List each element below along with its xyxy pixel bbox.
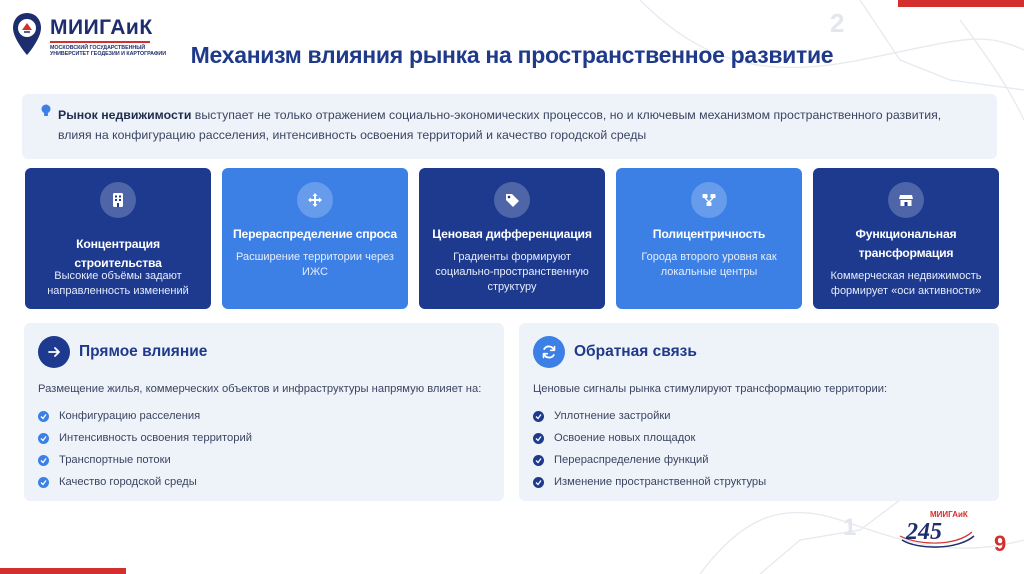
feedback-list <box>533 405 766 493</box>
building-icon <box>110 192 126 208</box>
store-icon-wrap <box>888 182 924 218</box>
panel-title: Прямое влияние <box>79 343 208 360</box>
check-icon <box>38 411 49 422</box>
list-item-label: Уплотнение застройки <box>554 410 671 422</box>
panel-title: Обратная связь <box>574 343 697 360</box>
logo-subtitle-line2: УНИВЕРСИТЕТ ГЕОДЕЗИИ И КАРТОГРАФИИ <box>50 51 167 57</box>
card-title: Полицентричность <box>652 227 766 241</box>
list-item-label: Транспортные потоки <box>59 454 171 466</box>
network-icon <box>701 192 717 208</box>
check-icon <box>533 433 544 444</box>
card-construction-concentration[interactable] <box>25 168 211 309</box>
list-item <box>38 449 252 471</box>
card-price-differentiation[interactable] <box>419 168 605 309</box>
check-icon <box>38 433 49 444</box>
list-item <box>38 427 252 449</box>
bottom-accent-bar <box>0 568 126 574</box>
move-arrows-icon <box>307 192 323 208</box>
refresh-icon <box>541 344 557 360</box>
list-item-label: Интенсивность освоения территорий <box>59 432 252 444</box>
direct-influence-panel <box>24 323 504 501</box>
list-item <box>533 427 766 449</box>
card-description: Высокие объёмы задают направленность изменений <box>47 270 189 297</box>
intro-text-rest: выступает не только отражением социально-экономических процессов, но и ключевым механизмом пространственного развития, <box>191 108 942 122</box>
card-description: Коммерческая недвижимость формирует «оси активности» <box>830 270 982 297</box>
anniversary-logo-text: МИИГАиК <box>930 510 968 519</box>
list-item-label: Освоение новых площадок <box>554 432 696 444</box>
intro-box <box>22 94 997 159</box>
list-item <box>533 471 766 493</box>
card-title: Концентрация строительства <box>74 237 162 270</box>
price-tag-icon-wrap <box>494 182 530 218</box>
arrow-right-icon-wrap <box>38 336 70 368</box>
list-item-label: Конфигурацию расселения <box>59 410 201 422</box>
list-item <box>533 449 766 471</box>
building-icon-wrap <box>100 182 136 218</box>
card-polycentricity[interactable] <box>616 168 802 309</box>
logo-name: МИИГАиК <box>50 16 153 39</box>
mechanism-cards <box>25 168 999 309</box>
list-item-label: Изменение пространственной структуры <box>554 476 767 488</box>
lightbulb-icon <box>40 104 52 118</box>
list-item-label: Перераспределение функций <box>554 454 709 466</box>
card-description: Расширение территории через ИЖС <box>236 251 394 278</box>
check-icon <box>38 455 49 466</box>
svg-text:1: 1 <box>843 514 857 541</box>
move-arrows-icon-wrap <box>297 182 333 218</box>
logo-subtitle-line1: МОСКОВСКИЙ ГОСУДАРСТВЕННЫЙ <box>50 45 146 51</box>
card-demand-redistribution[interactable] <box>222 168 408 309</box>
panel-lead-text: Размещение жилья, коммерческих объектов и инфраструктуры напрямую влияет на: <box>38 383 482 395</box>
page-number: 9 <box>994 531 1007 556</box>
intro-strong-term: Рынок недвижимости <box>58 108 192 122</box>
top-accent-bar <box>898 0 1024 7</box>
card-description: Города второго уровня как локальные центры <box>641 251 777 278</box>
check-icon <box>533 477 544 488</box>
network-icon-wrap <box>691 182 727 218</box>
list-item-label: Качество городской среды <box>59 476 197 488</box>
svg-text:2: 2 <box>830 8 845 38</box>
card-title: Функциональная трансформация <box>855 227 957 260</box>
card-title: Ценовая дифференциация <box>432 227 592 241</box>
intro-text-line2: влияя на конфигурацию расселения, интенсивность освоения территорий и качество городской среды <box>58 128 647 142</box>
feedback-panel <box>519 323 999 501</box>
check-icon <box>533 455 544 466</box>
list-item <box>533 405 766 427</box>
price-tag-icon <box>504 192 520 208</box>
page-title: Механизм влияния рынка на пространственное развитие <box>190 42 834 68</box>
check-icon <box>533 411 544 422</box>
card-description: Градиенты формируют социально-пространственную структуру <box>435 251 589 293</box>
intro-text-line1 <box>42 105 997 125</box>
list-item <box>38 405 252 427</box>
anniversary-logo <box>898 506 978 550</box>
refresh-icon-wrap <box>533 336 565 368</box>
anniversary-logo-number: 245 <box>906 519 942 545</box>
list-item <box>38 471 252 493</box>
direct-influence-list <box>38 405 252 493</box>
panel-lead-text: Ценовые сигналы рынка стимулируют трансформацию территории: <box>533 383 888 395</box>
check-icon <box>38 477 49 488</box>
card-functional-transformation[interactable] <box>813 168 999 309</box>
card-title: Перераспределение спроса <box>232 227 397 241</box>
store-icon <box>898 192 914 208</box>
arrow-right-icon <box>47 345 61 359</box>
